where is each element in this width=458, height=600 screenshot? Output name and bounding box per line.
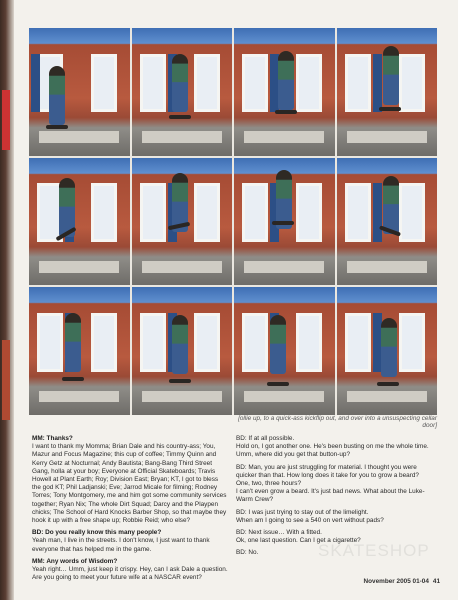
sequence-frame — [234, 287, 335, 415]
interview-answer: When am I going to see a 540 on vert without pads? — [236, 516, 384, 524]
page-number: 41 — [432, 578, 440, 585]
interview-answer: Yeah right… Umm, just keep it crispy. Hey, can I ask Dale a question. Are you going to meet your future wife at a NASCAR event? — [32, 566, 228, 582]
spine-brick-strip — [2, 340, 10, 420]
interview-question: BD: No. — [236, 549, 259, 557]
sequence-frame — [132, 287, 233, 415]
interview-answer: Ok, one last question. Can I get a cigarette? — [236, 537, 361, 545]
spine-red-strip — [2, 90, 10, 150]
sequence-frame — [337, 158, 438, 286]
sequence-frame — [337, 28, 438, 156]
interview-answer: Hold on, I got another one. He's been busting on me the whole time. Umm, where did you get that button-up? — [236, 443, 429, 459]
sequence-frame — [132, 158, 233, 286]
interview-question: BD: Man, you are just struggling for material. I thought you were quicker than that. How long does it take for you to grow a beard? — [236, 463, 419, 479]
photo-caption: [ollie up, to a quick-ass kickflip out, and over into a unsuspecting cellar door] — [238, 415, 437, 429]
page-footer — [360, 578, 440, 585]
sequence-frame — [29, 28, 130, 156]
interview-question: BD: If at all possible. — [236, 435, 295, 442]
interview-question: MM: Any words of Wisdom? — [32, 557, 118, 565]
page-spine — [0, 0, 14, 600]
interview-block — [236, 509, 434, 525]
interview-block — [32, 435, 228, 525]
background-watermark: SKATESHOP — [318, 541, 430, 560]
sequence-frame — [29, 287, 130, 415]
interview-answer: I want to thank my Momma; Brian Dale and his country-ass; You, Mazur and Focus Magazine; this cup of coffee; Timmy Quinn and Kerry Getz at Nocturnal; Andy Bautista; Bang-Bang Third Street Gang, holla at your boy; Everyone at Official Skateboards; Travis Howell at Plant Earth; Roy; Division East; Bryan; KT, I got to bless the god KT; Phil Ladjanski; Eve; Jarrod Micale for filming; Rodney Torres; Tony Montgomery, me and him got some community services together; Ryan Nix; The whole Dirt Squad; Darcy and the Playpen chicks; The School of Hard Knocks Barber Shop, so that maybe they hook it up with a free shape up; Robbie Reid; who else? — [32, 443, 227, 525]
interview-block — [32, 558, 228, 583]
sequence-frame — [132, 28, 233, 156]
interview-block — [236, 464, 434, 505]
interview-answer: One, two, three hours? I can't even grow a beard. It's just bad news. What about the Luke-Warm Crew? — [236, 480, 425, 504]
interview-question: MM: Thanks? — [32, 435, 73, 442]
interview-block — [236, 435, 434, 460]
sequence-frame — [234, 158, 335, 286]
sequence-frame — [337, 287, 438, 415]
interview-block — [32, 529, 228, 554]
interview-question: BD: I was just trying to stay out of the limelight. — [236, 508, 369, 516]
interview-column-left — [32, 435, 228, 586]
photo-sequence-grid — [29, 28, 437, 415]
sequence-frame — [234, 28, 335, 156]
sequence-frame — [29, 158, 130, 286]
interview-question: BD: Next issue… With a fitted. — [236, 529, 322, 537]
interview-answer: Yeah man, I live in the streets. I don't know, I just want to thank everyone that has helped me in the game. — [32, 537, 210, 553]
interview-question: BD: Do you really know this many people? — [32, 529, 162, 537]
issue-date: November 2005 01-04 — [363, 578, 429, 585]
